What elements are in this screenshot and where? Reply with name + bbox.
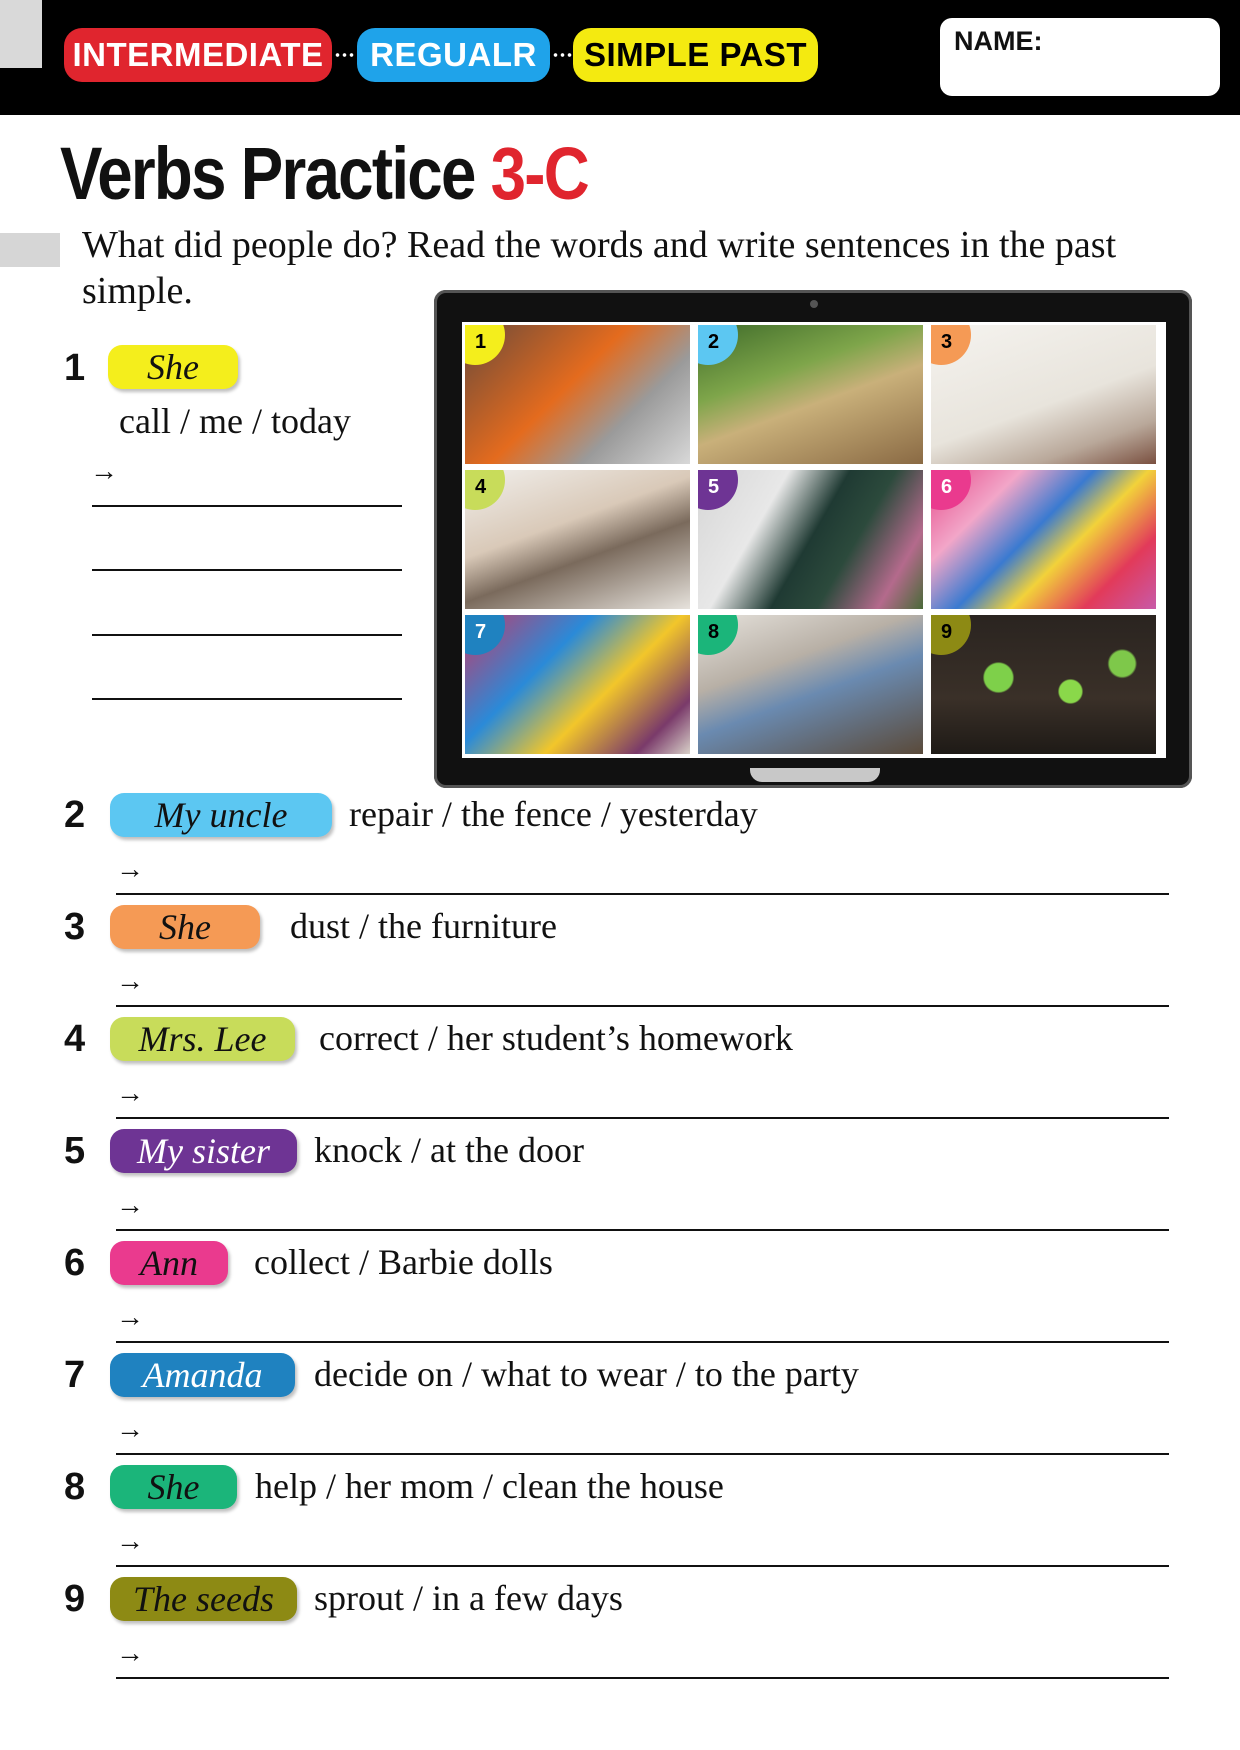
instruction-text: What did people do? Read the words and write sentences in the past simple. [82,224,1117,312]
photo-number-badge: 3 [931,325,971,365]
answer-line[interactable] [92,569,402,571]
subject-tag: She [110,905,260,949]
exercise-number: 3 [64,906,86,948]
prompt-words: correct / her student’s homework [319,1018,793,1058]
prompt-words: decide on / what to wear / to the party [314,1354,859,1394]
prompt-words: dust / the furniture [290,906,557,946]
answer-line[interactable] [116,1677,1169,1679]
title-code: 3-C [490,132,588,215]
arrow-icon: → [90,456,118,487]
answer-line[interactable] [116,1341,1169,1343]
arrow-icon: → [116,1302,144,1333]
camera-dot [810,300,818,308]
arrow-icon: → [116,1526,144,1557]
photo-3 [931,325,1156,464]
arrow-icon: → [116,1078,144,1109]
exercise-number: 9 [64,1578,86,1620]
subject-tag: My sister [110,1129,297,1173]
photo-number-badge: 6 [931,470,971,510]
instruction-marker [0,233,60,267]
exercise-number: 6 [64,1242,86,1284]
answer-line[interactable] [116,1565,1169,1567]
arrow-icon: → [116,854,144,885]
photo-2 [698,325,923,464]
photo-grid [462,322,1166,758]
exercise-number: 8 [64,1466,86,1508]
answer-line[interactable] [92,698,402,700]
photo-1 [465,325,690,464]
prompt-words: call / me / today [119,401,351,441]
prompt-words: repair / the fence / yesterday [349,794,758,834]
arrow-icon: → [116,1190,144,1221]
subject-tag: My uncle [110,793,332,837]
exercise-number: 4 [64,1018,86,1060]
photo-9 [931,615,1156,754]
answer-line[interactable] [92,505,402,507]
photo-number-badge: 9 [931,615,971,655]
answer-line[interactable] [92,634,402,636]
prompt-words: help / her mom / clean the house [255,1466,724,1506]
exercise-number: 5 [64,1130,86,1172]
photo-number-badge: 1 [465,325,505,365]
dotted-connector [552,52,572,58]
arrow-icon: → [116,1638,144,1669]
exercise-number: 2 [64,794,86,836]
answer-line[interactable] [116,1453,1169,1455]
tense-badge: SIMPLE PAST [573,28,818,82]
prompt-words: sprout / in a few days [314,1578,623,1618]
answer-line[interactable] [116,1005,1169,1007]
arrow-icon: → [116,1414,144,1445]
subject-tag: Mrs. Lee [110,1017,295,1061]
answer-line[interactable] [116,1229,1169,1231]
prompt-words: collect / Barbie dolls [254,1242,553,1282]
dotted-connector [334,52,356,58]
answer-line[interactable] [116,1117,1169,1119]
subject-tag: Amanda [110,1353,295,1397]
monitor-stand [750,768,880,782]
title-main: Verbs Practice [60,132,475,215]
photo-number-badge: 8 [698,615,738,655]
monitor-frame [434,290,1192,788]
prompt-words: knock / at the door [314,1130,584,1170]
page-title [60,128,588,220]
photo-number-badge: 2 [698,325,738,365]
header-bar [0,0,1240,115]
verb-type-badge: REGUALR [357,28,550,82]
subject-tag: She [110,1465,237,1509]
name-field[interactable] [940,18,1220,96]
photo-7 [465,615,690,754]
photo-number-badge: 5 [698,470,738,510]
photo-8 [698,615,923,754]
photo-6 [931,470,1156,609]
corner-tab [0,0,42,68]
answer-line[interactable] [116,893,1169,895]
subject-tag: The seeds [110,1577,297,1621]
exercise-number: 1 [64,347,86,389]
level-badge: INTERMEDIATE [64,28,332,82]
photo-number-badge: 4 [465,470,505,510]
subject-tag: Ann [110,1241,228,1285]
arrow-icon: → [116,966,144,997]
photo-4 [465,470,690,609]
photo-5 [698,470,923,609]
subject-tag: She [108,345,238,389]
photo-number-badge: 7 [465,615,505,655]
exercise-number: 7 [64,1354,86,1396]
name-label: NAME: [954,26,1043,56]
